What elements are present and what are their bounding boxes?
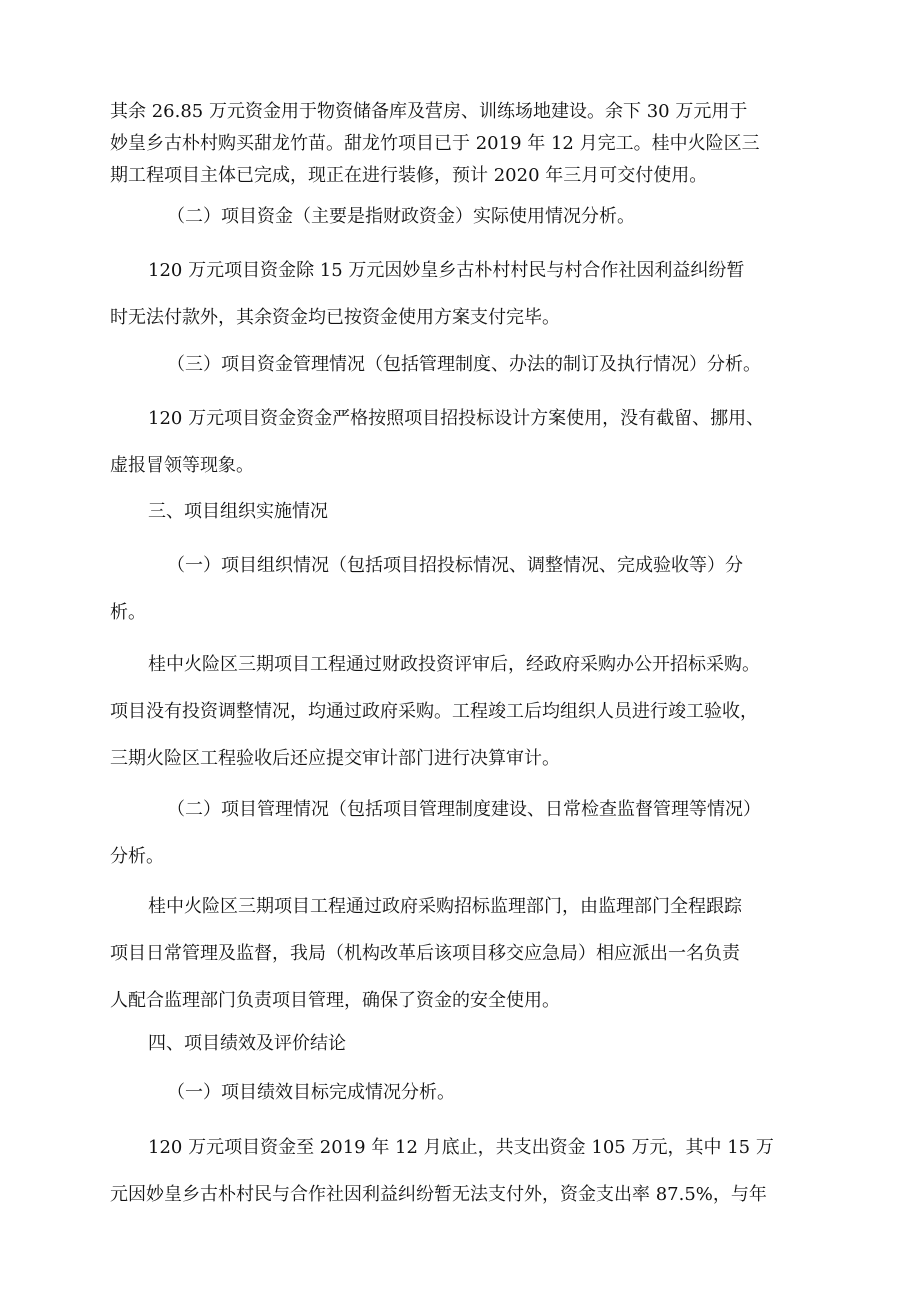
text-line: 析。 <box>110 602 146 623</box>
paragraph-actual-use <box>110 247 860 341</box>
subheading-fund-management: （三）项目资金管理情况（包括管理制度、办法的制订及执行情况）分析。 <box>167 354 761 375</box>
section-heading-implementation: 三、项目组织实施情况 <box>148 501 328 522</box>
text-line: 其余 26.85 万元资金用于物资储备库及营房、训练场地建设。余下 30 万元用于 <box>110 101 748 122</box>
text-line: 期工程项目主体已完成，现正在进行装修，预计 2020 年三月可交付使用。 <box>110 165 708 186</box>
subheading-actual-use: （二）项目资金（主要是指财政资金）实际使用情况分析。 <box>167 206 635 227</box>
text-line: 项目没有投资调整情况，均通过政府采购。工程竣工后均组织人员进行竣工验收， <box>110 701 758 722</box>
text-line: 分析。 <box>110 846 164 867</box>
text-line: 120 万元项目资金至 2019 年 12 月底止，共支出资金 105 万元，其中 15 万 <box>148 1137 774 1158</box>
paragraph-performance-goals <box>110 1124 860 1218</box>
text-line: 三期火险区工程验收后还应提交审计部门进行决算审计。 <box>110 748 560 769</box>
subheading-organization <box>110 542 879 636</box>
text-line: 120 万元项目资金资金严格按照项目招投标设计方案使用，没有截留、挪用、 <box>148 408 765 429</box>
text-line: 时无法付款外，其余资金均已按资金使用方案支付完毕。 <box>110 307 560 328</box>
section-heading-performance: 四、项目绩效及评价结论 <box>148 1033 346 1054</box>
text-line: 虚报冒领等现象。 <box>110 455 254 476</box>
subheading-performance-goals: （一）项目绩效目标完成情况分析。 <box>167 1082 455 1103</box>
text-line: 120 万元项目资金除 15 万元因妙皇乡古朴村村民与村合作社因利益纠纷暂 <box>148 260 745 281</box>
subheading-project-management <box>110 786 879 880</box>
text-line: 妙皇乡古朴村购买甜龙竹苗。甜龙竹项目已于 2019 年 12 月完工。桂中火险区三 <box>110 133 760 154</box>
paragraph-project-management <box>110 883 860 1024</box>
text-line: 项目日常管理及监督，我局（机构改革后该项目移交应急局）相应派出一名负责 <box>110 943 740 964</box>
text-line: 桂中火险区三期项目工程通过财政投资评审后，经政府采购办公开招标采购。 <box>148 654 760 675</box>
paragraph-fund-management <box>110 395 860 489</box>
text-line: （二）项目管理情况（包括项目管理制度建设、日常检查监督管理等情况） <box>167 799 761 820</box>
paragraph-fund-usage <box>110 96 822 192</box>
text-line: 桂中火险区三期项目工程通过政府采购招标监理部门，由监理部门全程跟踪 <box>148 896 742 917</box>
text-line: 人配合监理部门负责项目管理，确保了资金的安全使用。 <box>110 990 560 1011</box>
paragraph-organization <box>110 641 860 782</box>
text-line: （一）项目组织情况（包括项目招投标情况、调整情况、完成验收等）分 <box>167 555 743 576</box>
text-line: 元因妙皇乡古朴村民与合作社因利益纠纷暂无法支付外，资金支出率 87.5%，与年 <box>110 1184 767 1205</box>
